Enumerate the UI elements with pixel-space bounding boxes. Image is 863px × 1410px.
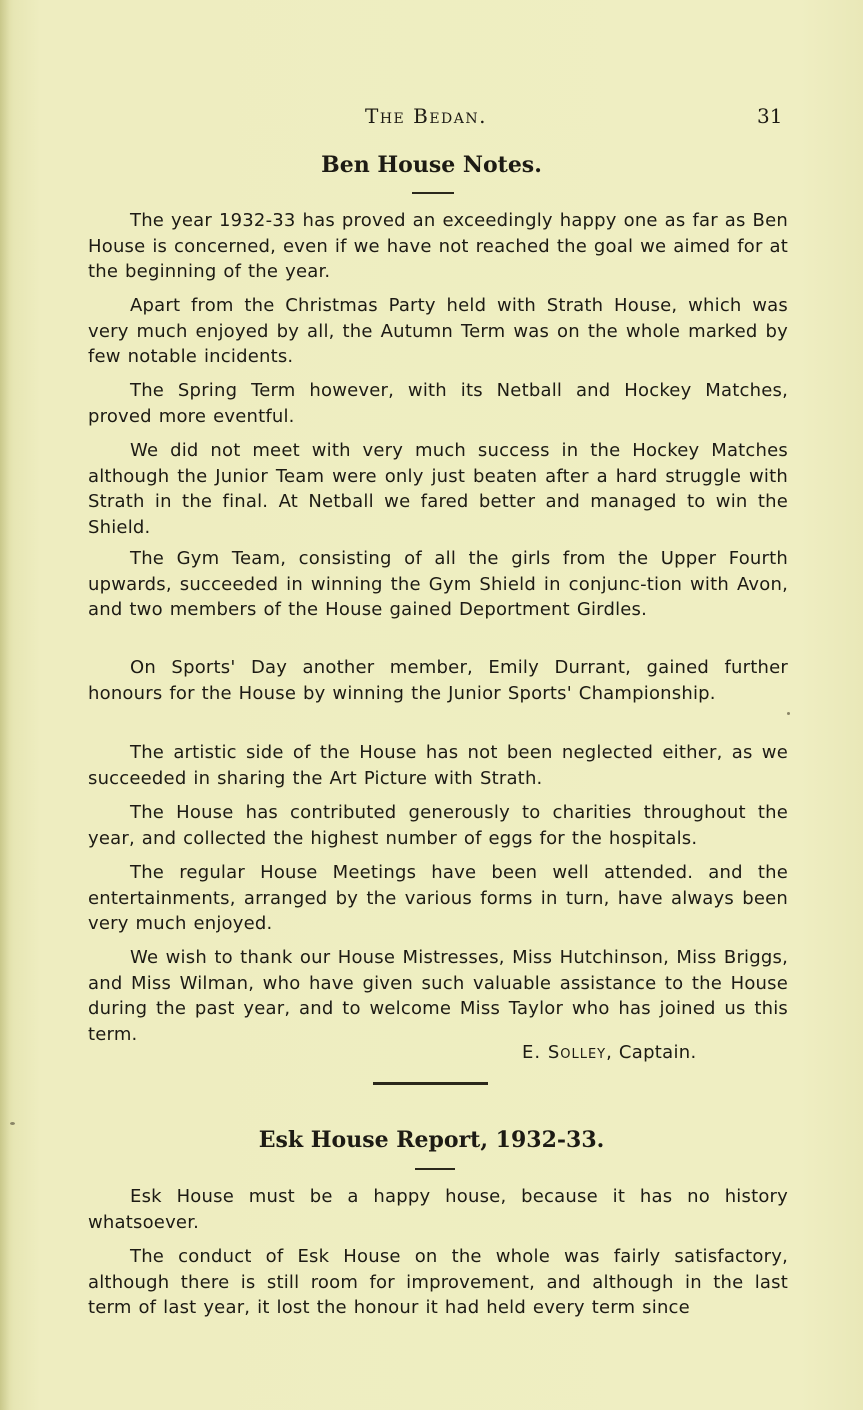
journal-title: The Bedan. bbox=[365, 104, 487, 128]
ben-paragraph-8 bbox=[88, 800, 788, 851]
signature bbox=[522, 1042, 697, 1063]
paragraph-text: We wish to thank our House Mistresses, Miss Hutchinson, Miss Briggs, and Miss Wilman, who have given such valuable assistance to the House during the past year, and to welcome Miss Taylor who has joined us this term. bbox=[88, 947, 788, 1045]
paragraph-text: Apart from the Christmas Party held with Strath House, which was very much enjoyed by all, the Autumn Term was on the whole marked by few notable incidents. bbox=[88, 295, 788, 367]
paragraph-text: The conduct of Esk House on the whole was fairly satisfactory, although there is still room for improvement, and although in the last term of last year, it lost the honour it had held every term since bbox=[88, 1246, 788, 1318]
ben-paragraph-2 bbox=[88, 293, 788, 370]
ben-paragraph-9 bbox=[88, 860, 788, 937]
paragraph-text: On Sports' Day another member, Emily Durrant, gained further honours for the House by winning the Junior Sports' Championship. bbox=[88, 657, 788, 704]
ben-paragraph-3 bbox=[88, 378, 788, 429]
paragraph-text: The House has contributed generously to charities throughout the year, and collected the highest number of eggs for the hospitals. bbox=[88, 802, 788, 849]
paragraph-text: The regular House Meetings have been well attended. and the entertainments, arranged by the various forms in turn, have always been very much enjoyed. bbox=[88, 862, 788, 934]
esk-paragraph-2 bbox=[88, 1244, 788, 1321]
paragraph-text: The year 1932-33 has proved an exceedingly happy one as far as Ben House is concerned, even if we have not reached the goal we aimed for at the beginning of the year. bbox=[88, 210, 788, 282]
signature-name: E. Solley, bbox=[522, 1042, 613, 1063]
running-head bbox=[0, 104, 863, 134]
title-rule bbox=[415, 1168, 455, 1170]
title-rule bbox=[412, 192, 454, 194]
page-number: 31 bbox=[757, 104, 783, 128]
signature-role: Captain. bbox=[618, 1042, 697, 1063]
page-spine-edge bbox=[0, 0, 10, 1410]
paragraph-text: The Spring Term however, with its Netball and Hockey Matches, proved more eventful. bbox=[88, 380, 788, 427]
esk-paragraph-1 bbox=[88, 1184, 788, 1235]
ben-paragraph-1 bbox=[88, 208, 788, 285]
ben-paragraph-10 bbox=[88, 945, 788, 1047]
ben-paragraph-7 bbox=[88, 740, 788, 791]
paragraph-text: The Gym Team, consisting of all the girls from the Upper Fourth upwards, succeeded in winning the Gym Shield in conjunc-tion with Avon, and two members of the House gained Deportment Girdles. bbox=[88, 548, 788, 620]
paragraph-text: Esk House must be a happy house, because it has no history whatsoever. bbox=[88, 1186, 788, 1233]
paragraph-text: We did not meet with very much success in the Hockey Matches although the Junior Team were only just beaten after a hard struggle with Strath in the final. At Netball we fared better and managed to win the Shield. bbox=[88, 440, 788, 538]
paper-speck bbox=[787, 712, 790, 715]
paragraph-text: The artistic side of the House has not been neglected either, as we succeeded in sharing the Art Picture with Strath. bbox=[88, 742, 788, 789]
section-divider bbox=[373, 1082, 488, 1085]
ben-house-title: Ben House Notes. bbox=[321, 152, 542, 178]
esk-house-title: Esk House Report, 1932-33. bbox=[258, 1127, 605, 1153]
ben-paragraph-4 bbox=[88, 438, 788, 540]
ben-paragraph-5 bbox=[88, 546, 788, 623]
paper-speck bbox=[10, 1122, 15, 1125]
ben-paragraph-6 bbox=[88, 655, 788, 706]
